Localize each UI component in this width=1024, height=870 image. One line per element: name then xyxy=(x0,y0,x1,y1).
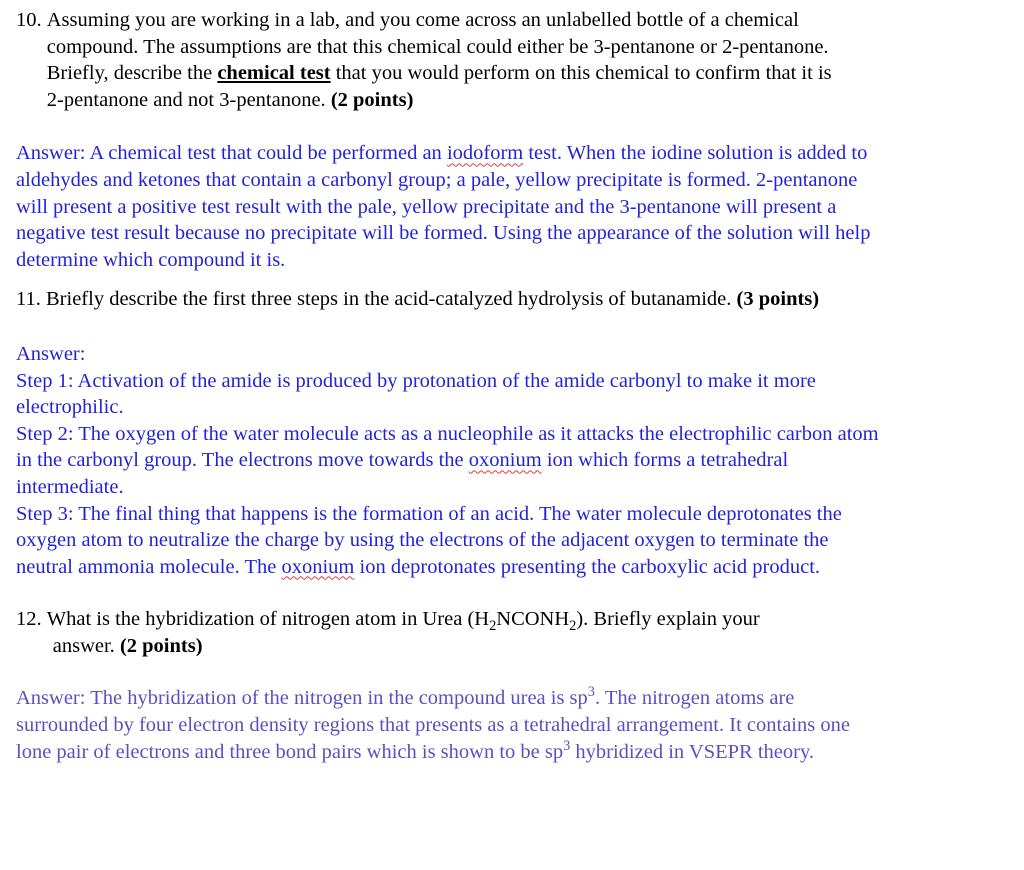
answer-line: in the carbonyl group. The electrons move towards the oxonium ion which forms a tetrahedral xyxy=(16,449,789,472)
question-11 xyxy=(16,286,1024,313)
question-text xyxy=(47,606,760,659)
question-line: Briefly describe the first three steps in the acid-catalyzed hydrolysis of butanamide. (3 points) xyxy=(46,288,820,311)
answer-line: Answer: The hybridization of the nitrogen in the compound urea is $sp^3$. The nitrogen atoms are xyxy=(16,684,795,710)
answer-11 xyxy=(16,341,1024,580)
answer-label: Answer: xyxy=(16,342,86,365)
answer-step-3: Step 3: The final thing that happens is the formation of an acid. The water molecule deprotonates the xyxy=(16,502,842,525)
spellcheck-word: iodoform xyxy=(446,142,524,165)
answer-line: Answer: A chemical test that could be performed an iodoform test. When the iodine solution is added to xyxy=(16,142,868,165)
answer-line: negative test result because no precipitate will be formed. Using the appearance of the solution will help xyxy=(16,222,871,245)
spellcheck-word: oxonium xyxy=(468,449,542,472)
answer-line: aldehydes and ketones that contain a carbonyl group; a pale, yellow precipitate is formed. 2-pentanone xyxy=(16,168,858,191)
answer-line: will present a positive test result with the pale, yellow precipitate and the 3-pentanone will present a xyxy=(16,195,837,218)
points-label: (3 points) xyxy=(736,288,820,311)
question-text xyxy=(47,7,832,113)
answer-line: surrounded by four electron density regions that presents as a tetrahedral arrangement. It contains one xyxy=(16,714,850,737)
answer-line: electrophilic. xyxy=(16,396,124,419)
answer-step-2: Step 2: The oxygen of the water molecule acts as a nucleophile as it attacks the electrophilic carbon atom xyxy=(16,422,879,445)
question-number: 12. xyxy=(16,608,47,631)
subscript: 2 xyxy=(489,618,497,635)
question-line: 2-pentanone and not 3-pentanone. (2 points) xyxy=(46,88,414,111)
points-label: (2 points) xyxy=(119,634,203,657)
chemical-test-emphasis: chemical test xyxy=(217,62,331,85)
question-line: Briefly, describe the chemical test that you would perform on this chemical to confirm that it is xyxy=(46,62,832,85)
question-line: What is the hybridization of nitrogen atom in Urea $(H_2NCONH_2)$. Briefly explain your xyxy=(46,608,760,635)
superscript: 3 xyxy=(587,684,595,701)
answer-line: lone pair of electrons and three bond pairs which is shown to be $sp^3$ hybridized in VSEPR theory. xyxy=(16,737,814,763)
question-number: 10. xyxy=(16,9,47,31)
answer-line: neutral ammonia molecule. The oxonium ion deprotonates presenting the carboxylic acid product. xyxy=(16,555,821,578)
spellcheck-word: oxonium xyxy=(281,555,355,578)
answer-line: determine which compound it is. xyxy=(16,248,286,271)
answer-line: intermediate. xyxy=(16,475,124,498)
question-line: compound. The assumptions are that this chemical could either be 3-pentanone or 2-pentanone. xyxy=(46,35,829,58)
question-text xyxy=(46,286,819,313)
question-10 xyxy=(16,7,1024,113)
question-line: answer. (2 points) xyxy=(52,634,203,657)
answer-line: oxygen atom to neutralize the charge by using the electrons of the adjacent oxygen to terminate the xyxy=(16,529,829,552)
answer-step-1: Step 1: Activation of the amide is produced by protonation of the amide carbonyl to make it more xyxy=(16,369,816,392)
question-line: Assuming you are working in a lab, and you come across an unlabelled bottle of a chemical xyxy=(46,9,799,31)
subscript: 2 xyxy=(569,618,577,635)
question-number: 11. xyxy=(16,288,46,311)
question-12 xyxy=(16,606,1024,659)
superscript: 3 xyxy=(563,737,571,754)
answer-12 xyxy=(16,685,1024,765)
points-label: (2 points) xyxy=(330,88,414,111)
answer-10 xyxy=(16,140,1024,273)
